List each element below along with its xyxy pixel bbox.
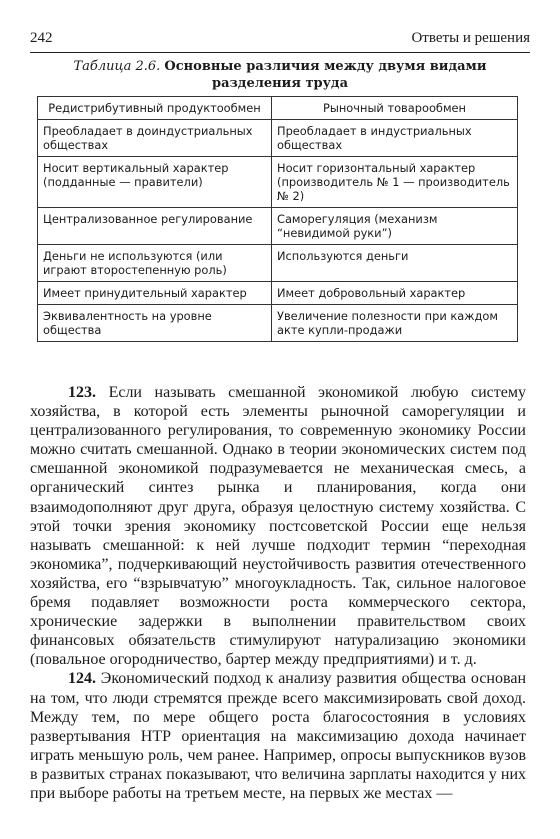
table-cell: Носит горизонтальный характер (производитель № 1 — производитель № 2) [272,157,518,208]
table-cell: Саморегуляция (механизм “невидимой руки”) [272,208,518,245]
running-section-title: Ответы и решения [411,30,530,46]
table-cell: Преобладает в доиндустриальных обществах [38,120,272,157]
table-row [38,245,518,282]
answer-paragraph-124 [30,669,526,803]
answer-number: 124. [68,670,96,688]
answer-text: Экономический подход к анализу развития общества основан на том, что люди стремятся прежде всего максимизировать свой доход. Между тем, по мере общего роста благосостояния в условиях развертывания НТР ориентация на максимизацию дохода начинает играть меньшую роль, чем ранее. Например, опросы выпускников вузов в развитых странах показывают, что величина зарплаты находится у них при выборе работы на третьем месте, на первых же местах — [30,670,526,802]
table-row [38,120,518,157]
table-cell: Преобладает в индустриальных обществах [272,120,518,157]
table-cell: Используются деньги [272,245,518,282]
table-cell: Имеет добровольный характер [272,282,518,305]
table-cell: Централизованное регулирование [38,208,272,245]
table-cell: Носит вертикальный характер (подданные — правители) [38,157,272,208]
table-cell: Имеет принудительный характер [38,282,272,305]
page-header [30,30,530,53]
table-cell: Эквивалентность на уровне общества [38,305,272,342]
table-caption-label: Таблица 2.6. [73,59,161,74]
table-cell: Деньги не используются (или играют второстепенную роль) [38,245,272,282]
table-row [38,305,518,342]
answer-text: Если называть смешанной экономикой любую систему хозяйства, в которой есть элементы рыночной саморегуляции и централизованного регулирования, то современную экономику России можно считать смешанной. Однако в теории экономических систем под смешанной экономикой подразумевается не механическая смесь, а органический синтез рынка и планирования, когда они взаимодополняют друг друга, образуя целостную систему хозяйства. С этой точки зрения экономику постсоветской России еще нельзя называть смешанной: к ней лучше подходит термин “переходная экономика”, подчеркивающий неустойчивость развития отечественного хозяйства, его “взрывчатую” многоукладность. Так, сильное налоговое бремя подавляет возможности роста коммерческого сектора, хронические задержки в выполнении правительством своих финансовых обязательств стимулируют натурализацию экономики (повальное огородничество, бартер между предприятиями) и т. д. [30,384,526,669]
answers-body [30,383,526,803]
answer-paragraph-123 [30,383,526,669]
column-header-redistributive: Редистрибутивный продуктообмен [38,97,272,120]
comparison-table [37,96,518,342]
table-cell: Увеличение полезности при каждом акте купли-продажи [272,305,518,342]
table-caption [30,58,530,92]
table-row [38,282,518,305]
column-header-market: Рыночный товарообмен [272,97,518,120]
table-caption-title: Основные различия между двумя видами разделения труда [164,59,487,91]
page-number: 242 [30,30,53,46]
answer-number: 123. [68,384,96,401]
table-row [38,157,518,208]
table-row [38,208,518,245]
table-header-row [38,97,518,120]
